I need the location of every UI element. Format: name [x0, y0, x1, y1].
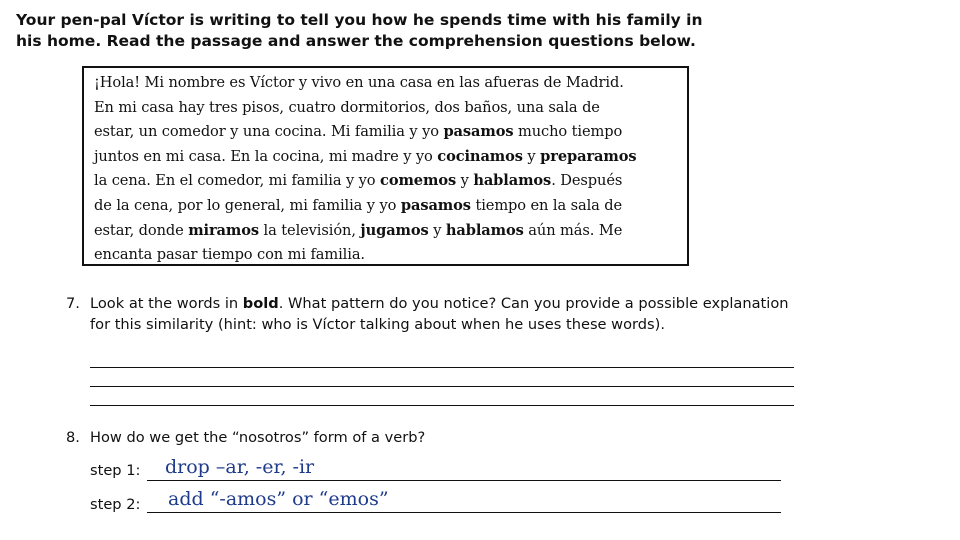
question-7-text: Look at the words in bold. What pattern do you notice? Can you provide a possible explanation for this similarity (hint: who is Víctor talking about when he uses these words).	[90, 295, 789, 333]
bold-word: bold	[242, 295, 279, 312]
answer-line[interactable]	[90, 367, 794, 368]
bold-verb: hablamos	[473, 172, 552, 190]
question-7	[66, 294, 806, 333]
bold-verb: miramos	[188, 221, 260, 239]
bold-verb: pasamos	[400, 196, 471, 214]
question-number: 8.	[66, 429, 80, 446]
passage-line: de la cena, por lo general, mi familia y yo pasamos tiempo en la sala de	[94, 196, 623, 214]
answer-line[interactable]	[90, 386, 794, 387]
passage-line: encanta pasar tiempo con mi familia.	[94, 246, 365, 264]
step-1-label: step 1:	[90, 462, 141, 479]
question-8-text: How do we get the “nosotros” form of a verb?	[90, 429, 426, 446]
answer-line[interactable]	[90, 405, 794, 406]
bold-verb: jugamos	[360, 221, 429, 239]
bold-verb: pasamos	[443, 123, 514, 141]
passage-line: la cena. En el comedor, mi familia y yo comemos y hablamos. Después	[94, 172, 623, 190]
bold-verb: preparamos	[540, 147, 637, 165]
passage-line: estar, un comedor y una cocina. Mi familia y yo pasamos mucho tiempo	[94, 123, 623, 141]
step-1-answer-line[interactable]	[147, 480, 781, 481]
step-1-answer: drop –ar, -er, -ir	[165, 456, 315, 478]
passage-line: estar, donde miramos la televisión, jugamos y hablamos aún más. Me	[94, 221, 623, 239]
bold-verb: comemos	[380, 172, 457, 190]
step-2-answer-line[interactable]	[147, 512, 781, 513]
step-2-label: step 2:	[90, 496, 141, 513]
reading-passage-box	[82, 66, 689, 266]
bold-verb: hablamos	[445, 221, 524, 239]
passage-line: En mi casa hay tres pisos, cuatro dormitorios, dos baños, una sala de	[94, 98, 600, 116]
bold-verb: cocinamos	[437, 147, 523, 165]
question-number: 7.	[66, 295, 80, 312]
step-2-answer: add “-amos” or “emos”	[168, 488, 389, 510]
passage-line: ¡Hola! Mi nombre es Víctor y vivo en una casa en las afueras de Madrid.	[94, 74, 624, 91]
reading-passage	[94, 71, 681, 268]
instructions-line-2: his home. Read the passage and answer the comprehension questions below.	[16, 32, 696, 50]
passage-line: juntos en mi casa. En la cocina, mi madre y yo cocinamos y preparamos	[94, 147, 637, 165]
question-8	[66, 428, 425, 449]
instructions	[16, 10, 796, 52]
instructions-line-1: Your pen-pal Víctor is writing to tell you how he spends time with his family in	[16, 11, 703, 29]
